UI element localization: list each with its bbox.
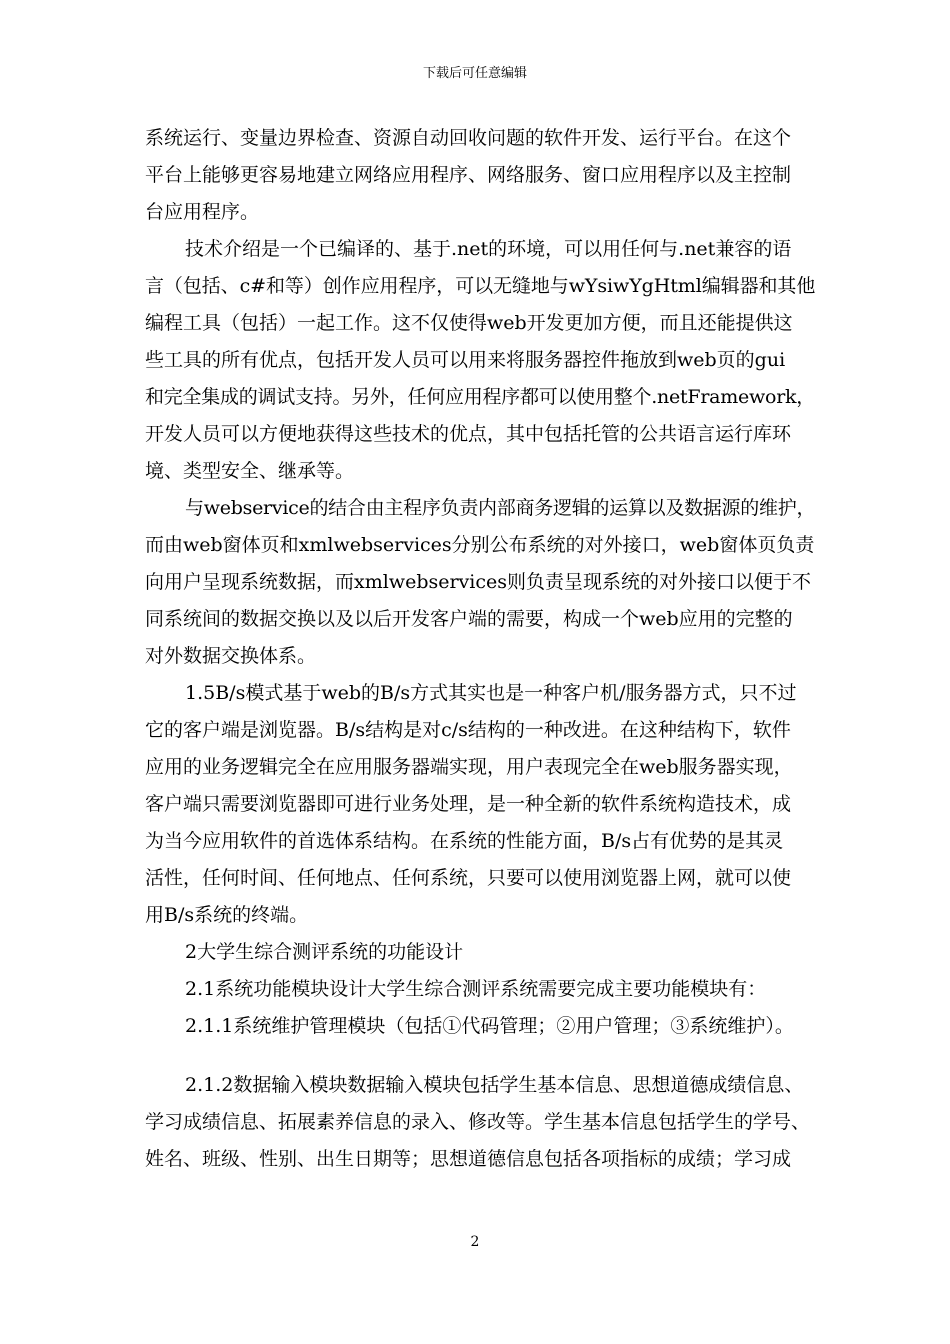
text-line: 2.1.2数据输入模块数据输入模块包括学生基本信息、思想道德成绩信息、 [185,1074,804,1096]
page-number: 2 [470,1234,480,1250]
paragraph-webservice [145,490,815,675]
text-line: 和完全集成的调试支持。另外，任何应用程序都可以使用整个.netFramework， [145,386,816,408]
text-line: 境、类型安全、继承等。 [145,460,355,482]
text-line: 同系统间的数据交换以及以后开发客户端的需要，构成一个web应用的完整的 [145,608,793,630]
paragraph-gap [145,1045,815,1067]
text-line: 而由web窗体页和xmlwebservices分别公布系统的对外接口，web窗体页负责 [145,534,815,556]
text-line: 技术介绍是一个已编译的、基于.net的环境，可以用任何与.net兼容的语 [185,238,792,260]
subsection-heading [145,971,815,1008]
text-line: 它的客户端是浏览器。B/s结构是对c/s结构的一种改进。在这种结构下，软件 [145,719,791,741]
text-line: 为当今应用软件的首选体系结构。在系统的性能方面，B/s占有优势的是其灵 [145,830,784,852]
text-line: 用B/s系统的终端。 [145,904,309,926]
paragraph-bs-mode [145,675,815,934]
paragraph-platform [145,120,815,231]
text-line: 言（包括、c#和等）创作应用程序，可以无缝地与wYsiwYgHtml编辑器和其他 [145,275,816,297]
text-line: 2.1系统功能模块设计大学生综合测评系统需要完成主要功能模块有： [185,978,767,1000]
paragraph-maintenance-module [145,1008,815,1045]
text-line: 2.1.1系统维护管理模块（包括①代码管理；②用户管理；③系统维护）。 [185,1015,794,1037]
text-line: 2大学生综合测评系统的功能设计 [185,941,464,963]
section-heading [145,934,815,971]
text-line: 应用的业务逻辑完全在应用服务器端实现，用户表现完全在web服务器实现， [145,756,793,778]
text-line: 平台上能够更容易地建立网络应用程序、网络服务、窗口应用程序以及主控制 [145,164,792,186]
text-line: 系统运行、变量边界检查、资源自动回收问题的软件开发、运行平台。在这个 [145,127,792,149]
text-line: 开发人员可以方便地获得这些技术的优点，其中包括托管的公共语言运行库环 [145,423,792,445]
text-line: 对外数据交换体系。 [145,645,317,667]
text-line: 台应用程序。 [145,201,260,223]
page-header: 下载后可任意编辑 [422,66,527,81]
text-line: 活性，任何时间、任何地点、任何系统，只要可以使用浏览器上网，就可以使 [145,867,792,889]
paragraph-tech-intro [145,231,815,490]
text-line: 客户端只需要浏览器即可进行业务处理，是一种全新的软件系统构造技术，成 [145,793,792,815]
text-line: 学习成绩信息、拓展素养信息的录入、修改等。学生基本信息包括学生的学号、 [145,1111,811,1133]
paragraph-input-module [145,1067,815,1178]
document-body [145,120,815,1178]
text-line: 向用户呈现系统数据，而xmlwebservices则负责呈现系统的对外接口以便于不 [145,571,812,593]
text-line: 1.5B/s模式基于web的B/s方式其实也是一种客户机/服务器方式，只不过 [185,682,797,704]
text-line: 姓名、班级、性别、出生日期等；思想道德信息包括各项指标的成绩；学习成 [145,1148,792,1170]
text-line: 些工具的所有优点，包括开发人员可以用来将服务器控件拖放到web页的gui [145,349,786,371]
text-line: 编程工具（包括）一起工作。这不仅使得web开发更加方便，而且还能提供这 [145,312,793,334]
text-line: 与webservice的结合由主程序负责内部商务逻辑的运算以及数据源的维护， [185,497,816,519]
